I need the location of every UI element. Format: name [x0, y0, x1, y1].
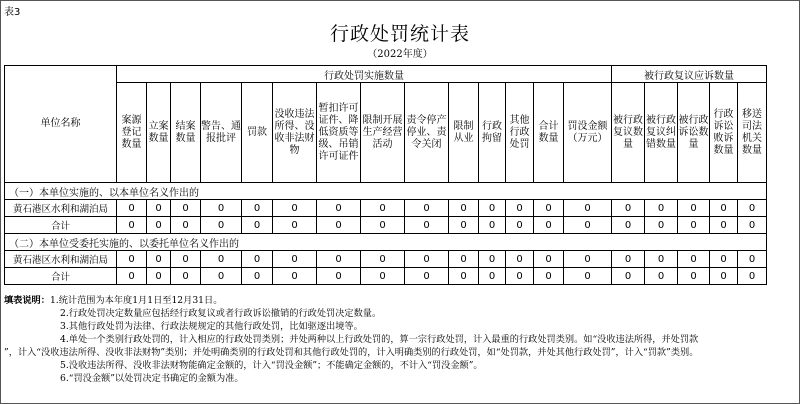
value-cell: 0	[273, 251, 317, 268]
value-cell: 0	[534, 268, 564, 285]
column-header: 结案数量	[171, 83, 201, 183]
value-cell: 0	[678, 217, 710, 234]
value-cell: 0	[645, 217, 678, 234]
value-cell: 0	[678, 268, 710, 285]
column-header: 案源登记数量	[117, 83, 147, 183]
value-cell: 0	[678, 251, 710, 268]
value-cell: 0	[201, 200, 242, 217]
value-cell: 0	[171, 200, 201, 217]
value-cell: 0	[117, 251, 147, 268]
value-cell: 0	[242, 200, 273, 217]
section-title: （一）本单位实施的、以本单位名义作出的	[5, 183, 767, 200]
value-cell: 0	[506, 200, 534, 217]
value-cell: 0	[405, 268, 449, 285]
value-cell: 0	[710, 200, 738, 217]
table-row	[5, 251, 767, 268]
value-cell: 0	[506, 217, 534, 234]
column-header: 被行政复议数量	[612, 83, 645, 183]
note-text: 1.统计范围为本年度1月1日至12月31日。	[49, 295, 223, 306]
row-name: 黄石港区水利和湖泊局	[5, 200, 117, 217]
value-cell: 0	[449, 251, 479, 268]
value-cell: 0	[361, 268, 405, 285]
column-header: 立案数量	[147, 83, 171, 183]
value-cell: 0	[201, 251, 242, 268]
value-cell: 0	[405, 251, 449, 268]
value-cell: 0	[117, 217, 147, 234]
note-item	[4, 294, 796, 307]
value-cell: 0	[564, 200, 612, 217]
value-cell: 0	[738, 251, 767, 268]
notes-lead: 填表说明：	[4, 295, 50, 306]
value-cell: 0	[171, 217, 201, 234]
page-title: 行政处罚统计表	[329, 23, 470, 45]
value-cell: 0	[479, 268, 506, 285]
value-cell: 0	[645, 268, 678, 285]
value-cell: 0	[710, 251, 738, 268]
value-cell: 0	[242, 268, 273, 285]
value-cell: 0	[317, 200, 361, 217]
value-cell: 0	[171, 251, 201, 268]
value-cell: 0	[645, 251, 678, 268]
value-cell: 0	[317, 251, 361, 268]
row-name: 合计	[5, 268, 117, 285]
column-header: 行政拘留	[479, 83, 506, 183]
column-header: 警告、通报批评	[201, 83, 242, 183]
value-cell: 0	[506, 251, 534, 268]
value-cell: 0	[273, 268, 317, 285]
value-cell: 0	[201, 217, 242, 234]
value-cell: 0	[534, 200, 564, 217]
note-item: 3.其他行政处罚为法律、行政法规规定的其他行政处罚，比如驱逐出境等。	[60, 321, 363, 332]
value-cell: 0	[479, 200, 506, 217]
column-header: 暂扣许可证件、降低资质等级、吊销许可证件	[317, 83, 361, 183]
value-cell: 0	[564, 217, 612, 234]
table-row	[5, 217, 767, 234]
value-cell: 0	[738, 200, 767, 217]
value-cell: 0	[147, 200, 171, 217]
note-item: 4.单处一个类别行政处罚的，计入相应的行政处罚类别；并处两种以上行政处罚的，算一宗行政处罚，计入最重的行政处罚类别。如“没收违法所得，并处罚款	[60, 334, 699, 345]
column-header: 限制开展生产经营活动	[361, 83, 405, 183]
value-cell: 0	[242, 217, 273, 234]
column-header: 移送司法机关数量	[738, 83, 767, 183]
value-cell: 0	[147, 251, 171, 268]
header-group-penalty: 行政处罚实施数量	[117, 66, 612, 83]
value-cell: 0	[273, 217, 317, 234]
value-cell: 0	[612, 200, 645, 217]
value-cell: 0	[645, 200, 678, 217]
table-row	[5, 268, 767, 285]
penalty-statistics-table	[4, 65, 767, 285]
value-cell: 0	[405, 200, 449, 217]
value-cell: 0	[201, 268, 242, 285]
value-cell: 0	[534, 251, 564, 268]
value-cell: 0	[710, 268, 738, 285]
value-cell: 0	[449, 200, 479, 217]
notes	[4, 294, 796, 385]
value-cell: 0	[534, 217, 564, 234]
value-cell: 0	[612, 268, 645, 285]
value-cell: 0	[242, 251, 273, 268]
note-item: 2.行政处罚决定数量应包括经行政复议或者行政诉讼撤销的行政处罚决定数量。	[60, 308, 382, 319]
value-cell: 0	[117, 200, 147, 217]
column-header: 被行政诉讼数量	[678, 83, 710, 183]
report-year: （2022年度）	[367, 49, 433, 60]
value-cell: 0	[678, 200, 710, 217]
section-title: （二）本单位受委托实施的、以委托单位名义作出的	[5, 234, 767, 251]
value-cell: 0	[405, 217, 449, 234]
value-cell: 0	[479, 251, 506, 268]
value-cell: 0	[317, 217, 361, 234]
column-header: 合计数量	[534, 83, 564, 183]
note-item: ”，计入“没收违法所得、没收非法财物”类别；并处明确类别的行政处罚和其他行政处罚的，计入明确类别的行政处罚，如“处罚款，并处其他行政处罚”，计入“罚款”类别。	[4, 347, 699, 358]
value-cell: 0	[612, 217, 645, 234]
value-cell: 0	[361, 217, 405, 234]
column-header: 责令停产停业、责令关闭	[405, 83, 449, 183]
value-cell: 0	[564, 268, 612, 285]
column-header: 行政诉讼败诉数量	[710, 83, 738, 183]
value-cell: 0	[449, 268, 479, 285]
note-item: 5.没收违法所得、没收非法财物能确定金额的，计入“罚没金额”；不能确定金额的，不计入“罚没金额”。	[60, 360, 483, 371]
header-group-review: 被行政复议应诉数量	[612, 66, 767, 83]
column-header: 限制从业	[449, 83, 479, 183]
header-unit-name: 单位名称	[5, 66, 117, 183]
value-cell: 0	[317, 268, 361, 285]
value-cell: 0	[479, 217, 506, 234]
value-cell: 0	[171, 268, 201, 285]
column-header: 被行政复议纠错数量	[645, 83, 678, 183]
column-header: 没收违法所得、没收非法财物	[273, 83, 317, 183]
table-row	[5, 200, 767, 217]
value-cell: 0	[564, 251, 612, 268]
row-name: 黄石港区水利和湖泊局	[5, 251, 117, 268]
value-cell: 0	[710, 217, 738, 234]
value-cell: 0	[273, 200, 317, 217]
note-item: 6.“罚没金额”以处罚决定书确定的金额为准。	[60, 373, 244, 384]
column-header: 罚款	[242, 83, 273, 183]
value-cell: 0	[117, 268, 147, 285]
value-cell: 0	[738, 217, 767, 234]
value-cell: 0	[361, 251, 405, 268]
value-cell: 0	[738, 268, 767, 285]
value-cell: 0	[147, 268, 171, 285]
value-cell: 0	[361, 200, 405, 217]
row-name: 合计	[5, 217, 117, 234]
value-cell: 0	[449, 217, 479, 234]
table-number: 表3	[4, 7, 21, 18]
value-cell: 0	[506, 268, 534, 285]
column-header: 其他行政处罚	[506, 83, 534, 183]
column-header: 罚没金额（万元）	[564, 83, 612, 183]
value-cell: 0	[612, 251, 645, 268]
value-cell: 0	[147, 217, 171, 234]
